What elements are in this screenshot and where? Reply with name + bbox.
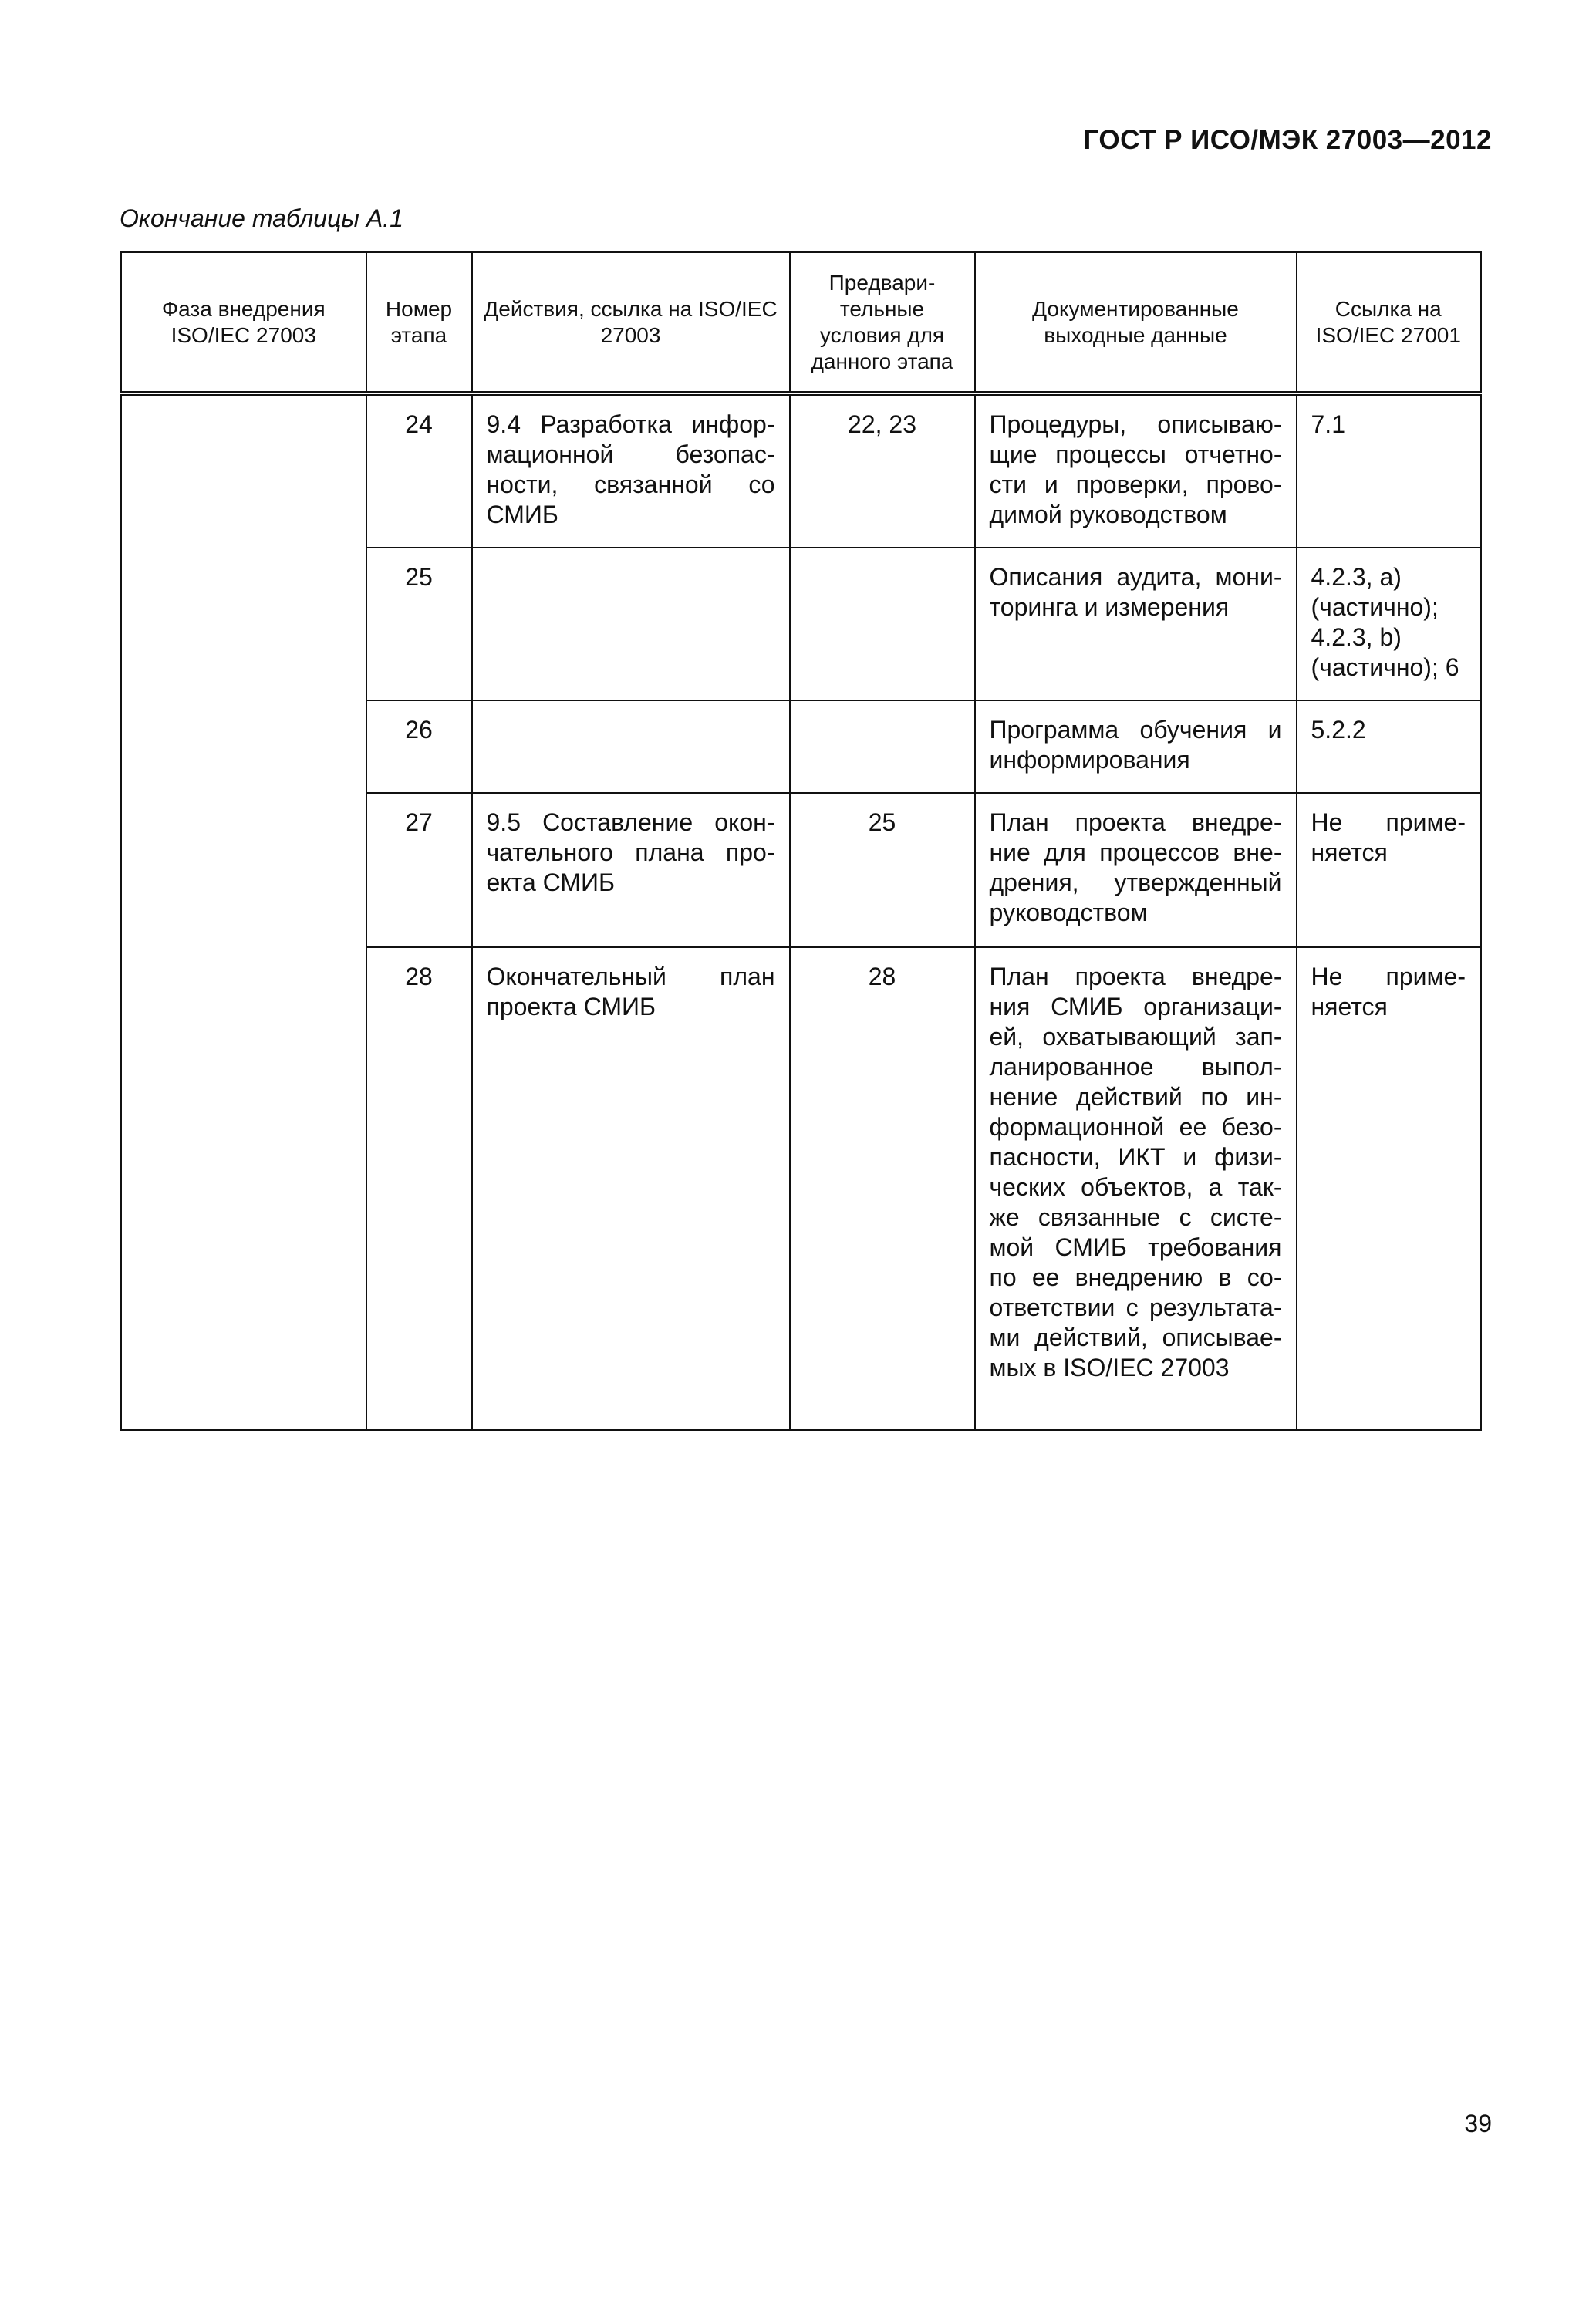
implementation-phases-table — [120, 251, 1482, 1431]
step-reference: Не приме-няется — [1297, 947, 1481, 1430]
step-number: 26 — [366, 700, 472, 793]
header-step-number: Номер этапа — [366, 252, 472, 394]
standard-code-header: ГОСТ Р ИСО/МЭК 27003—2012 — [1083, 125, 1492, 155]
step-preconditions — [790, 548, 975, 700]
page-number: 39 — [1464, 2110, 1492, 2137]
step-outputs: План проекта внедре-ние для процессов вне-дрения, утвержденный руководством — [975, 793, 1297, 947]
step-reference: Не приме-няется — [1297, 793, 1481, 947]
step-preconditions: 22, 23 — [790, 393, 975, 548]
phase-cell — [121, 393, 366, 1430]
step-number: 24 — [366, 393, 472, 548]
header-preconditions: Предвари-тельные условия для данного этапа — [790, 252, 975, 394]
step-reference: 4.2.3, а) (частично); 4.2.3, b) (частично); 6 — [1297, 548, 1481, 700]
step-outputs: Программа обучения и информирования — [975, 700, 1297, 793]
header-documented-outputs: Документированные выходные данные — [975, 252, 1297, 394]
step-preconditions — [790, 700, 975, 793]
header-phase: Фаза внедрения ISO/IEC 27003 — [121, 252, 366, 394]
table-header-row — [121, 252, 1481, 394]
step-number: 27 — [366, 793, 472, 947]
step-reference: 5.2.2 — [1297, 700, 1481, 793]
header-iso-27001-reference: Ссылка на ISO/IEC 27001 — [1297, 252, 1481, 394]
table-row — [121, 393, 1481, 548]
step-action: 9.4 Разработка инфор-мационной безопас-ности, связанной со СМИБ — [472, 393, 790, 548]
step-action: 9.5 Составление окон-чательного плана про-екта СМИБ — [472, 793, 790, 947]
step-action: Окончательный план проекта СМИБ — [472, 947, 790, 1430]
header-actions: Действия, ссылка на ISO/IEC 27003 — [472, 252, 790, 394]
step-number: 28 — [366, 947, 472, 1430]
step-outputs: Описания аудита, мони-торинга и измерения — [975, 548, 1297, 700]
step-preconditions: 28 — [790, 947, 975, 1430]
step-outputs: Процедуры, описываю-щие процессы отчетно-сти и проверки, прово-димой руководством — [975, 393, 1297, 548]
table-caption: Окончание таблицы А.1 — [120, 204, 403, 232]
step-outputs: План проекта внедре-ния СМИБ организаци-ей, охватывающий зап-ланированное выпол-нение действий по ин-формационной ее безо-пасности, ИКТ и физи-ческих объектов, а так-же связанные с систе-мой СМИБ требования по ее внедрению в со-ответствии с результата-ми действий, описывае-мых в ISO/IEC 27003 — [975, 947, 1297, 1430]
step-number: 25 — [366, 548, 472, 700]
step-reference: 7.1 — [1297, 393, 1481, 548]
step-action — [472, 548, 790, 700]
step-action — [472, 700, 790, 793]
step-preconditions: 25 — [790, 793, 975, 947]
